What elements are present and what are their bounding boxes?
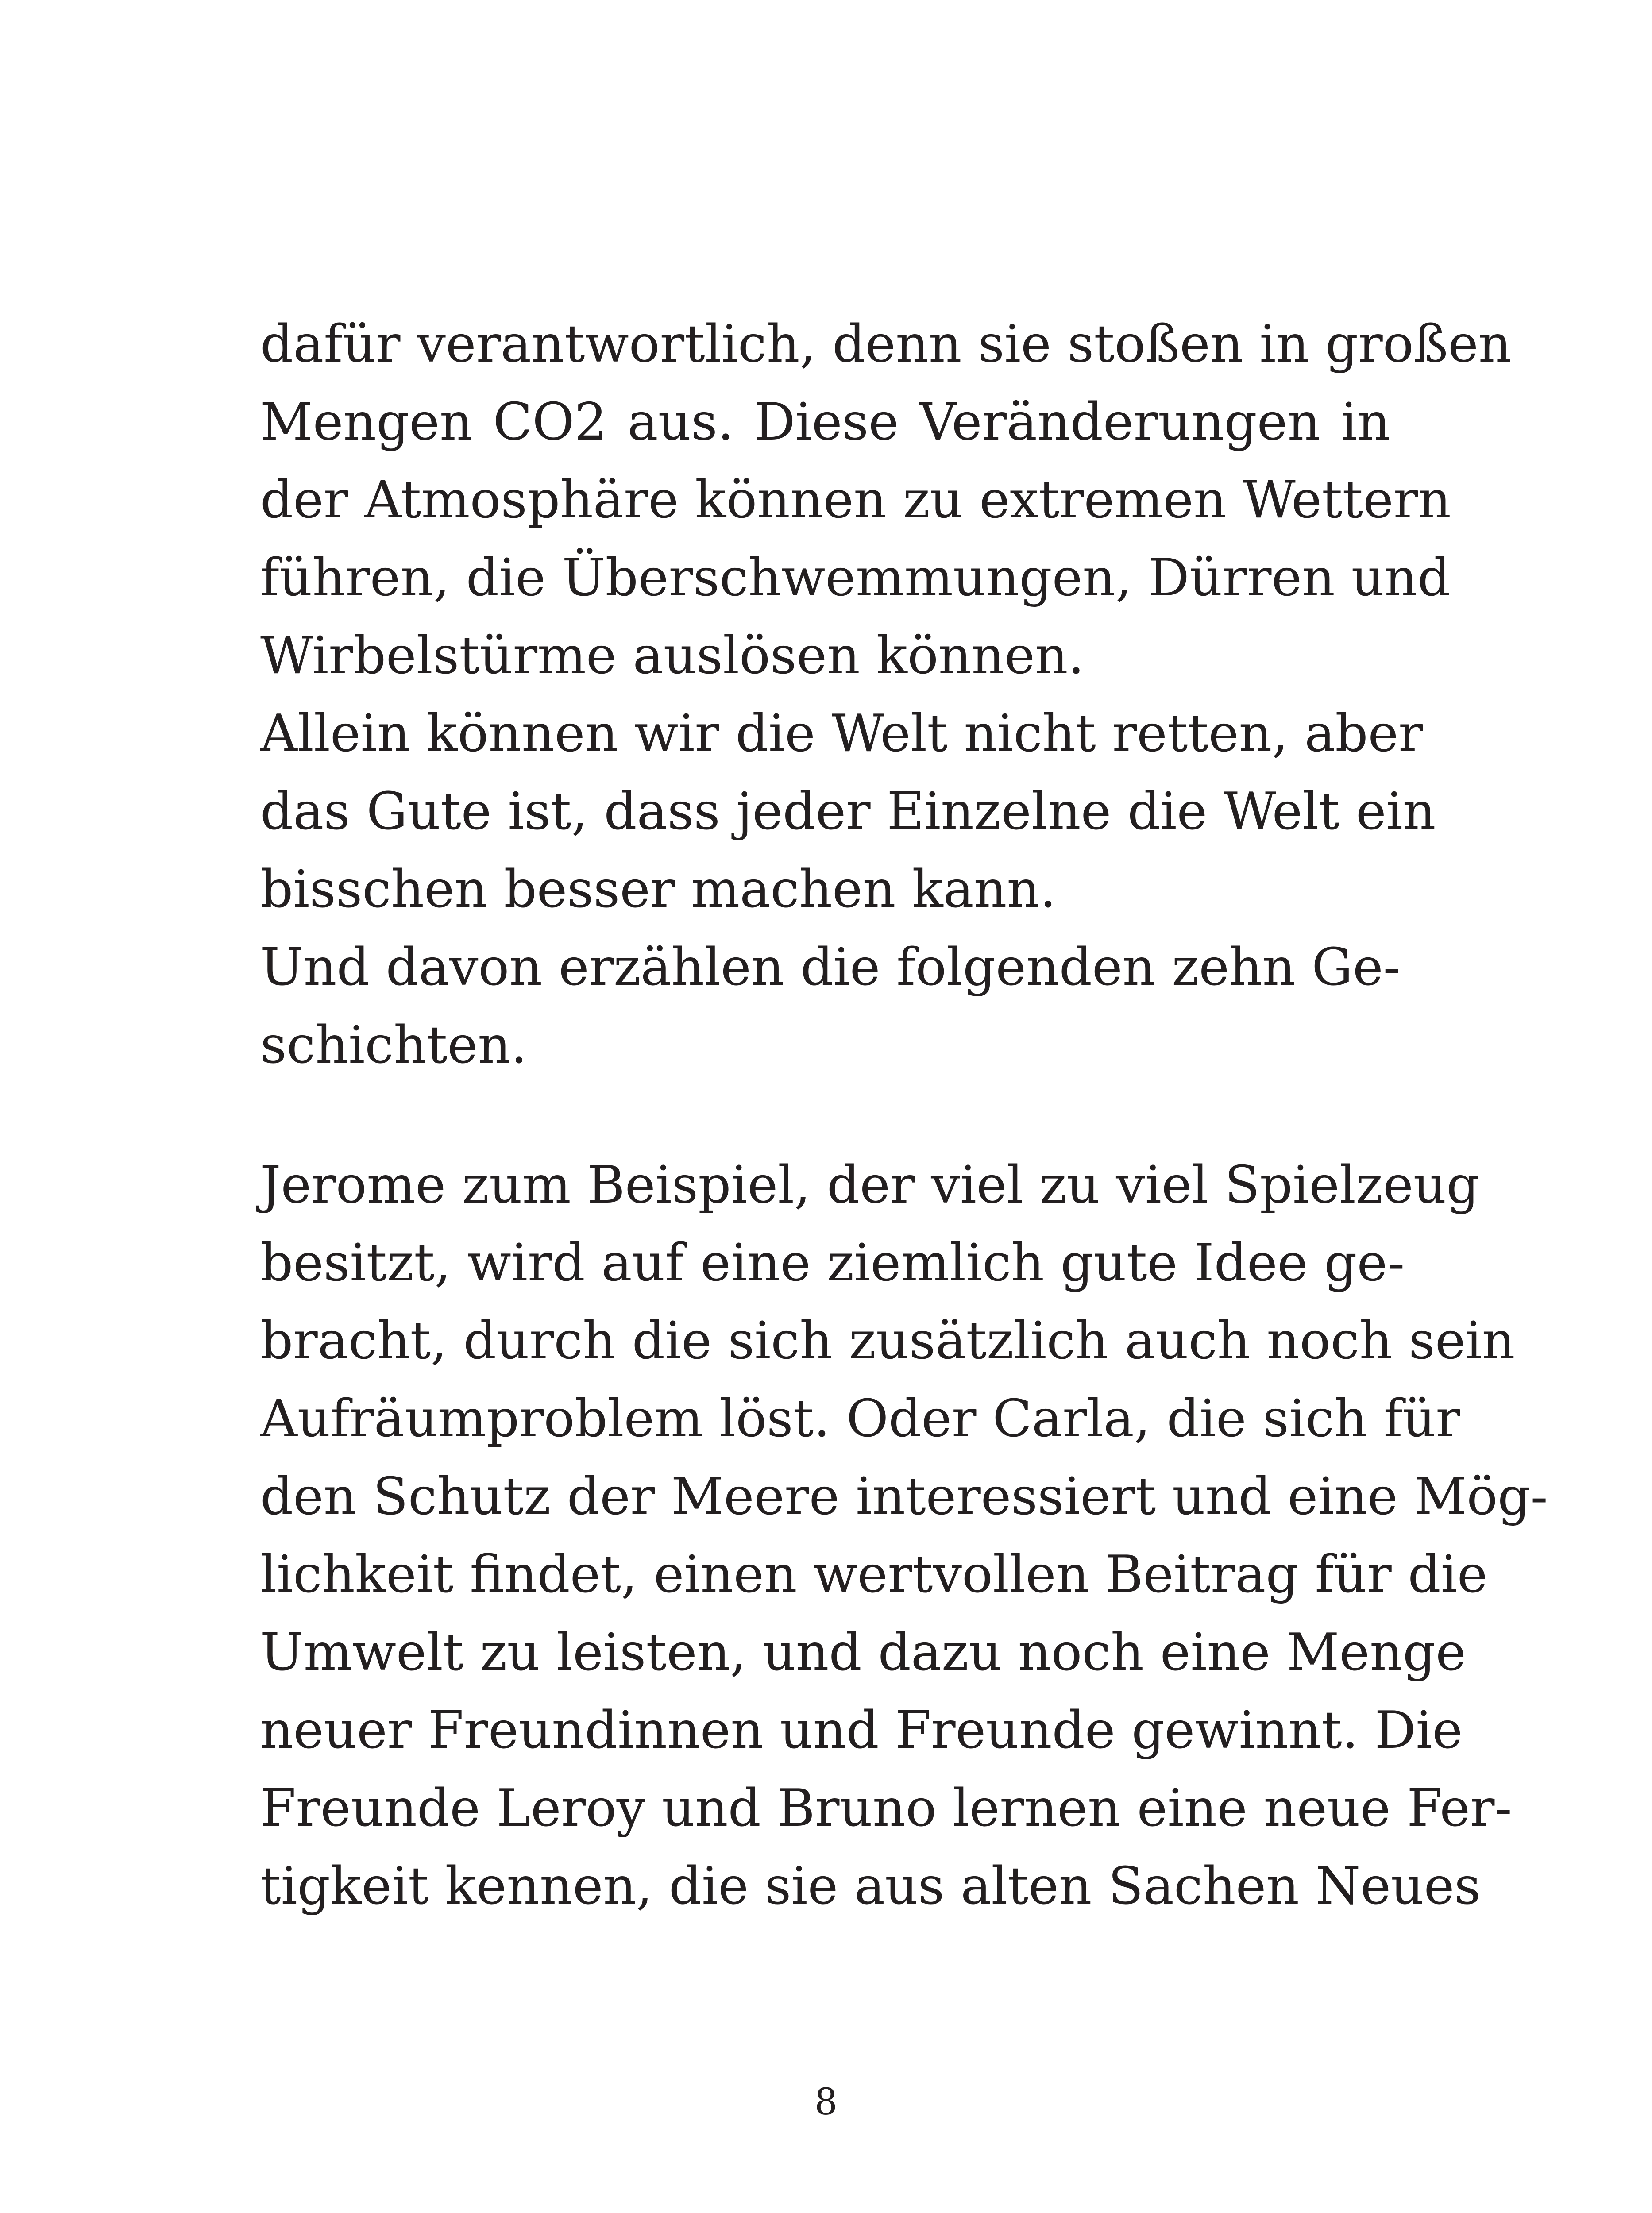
text-line: bracht, durch die sich zusätzlich auch noch sein — [260, 1311, 1515, 1371]
text-line: das Gute ist, dass jeder Einzelne die Welt ein — [260, 782, 1436, 841]
paragraph — [260, 695, 1436, 929]
text-line: bisschen besser machen kann. — [260, 860, 1057, 919]
text-line: dafür verantwortlich, denn sie stoßen in großen — [260, 314, 1512, 374]
paragraph — [260, 1146, 1548, 1925]
text-line: neuer Freundinnen und Freunde gewinnt. Die — [260, 1700, 1463, 1760]
text-line: Wirbelstürme auslösen können. — [260, 626, 1085, 686]
text-line: tigkeit kennen, die sie aus alten Sachen Neues — [260, 1856, 1481, 1916]
text-line: Jerome zum Beispiel, der viel zu viel Spielzeug — [260, 1155, 1479, 1215]
text-line: besitzt, wird auf eine ziemlich gute Idee ge- — [260, 1233, 1405, 1293]
text-line: Umwelt zu leisten, und dazu noch eine Menge — [260, 1623, 1466, 1682]
text-line: führen, die Überschwemmungen, Dürren und — [260, 548, 1451, 608]
text-block-top — [260, 305, 1512, 1084]
text-block-bottom — [260, 1146, 1548, 1925]
text-line: Allein können wir die Welt nicht retten, aber — [260, 704, 1423, 763]
paragraph — [260, 929, 1401, 1084]
text-line: lichkeit findet, einen wertvollen Beitrag für die — [260, 1545, 1488, 1604]
paragraph — [260, 305, 1512, 695]
page-number: 8 — [814, 2081, 838, 2123]
text-line: Freunde Leroy und Bruno lernen eine neue Fer- — [260, 1778, 1512, 1838]
text-line: schichten. — [260, 1015, 527, 1075]
text-line: den Schutz der Meere interessiert und eine Mög- — [260, 1467, 1548, 1527]
text-line: Mengen CO2 aus. Diese Veränderungen in — [260, 392, 1390, 452]
text-line: Aufräumproblem löst. Oder Carla, die sich für — [260, 1389, 1460, 1449]
text-line: der Atmosphäre können zu extremen Wettern — [260, 470, 1451, 530]
text-line: Und davon erzählen die folgenden zehn Ge- — [260, 937, 1401, 997]
